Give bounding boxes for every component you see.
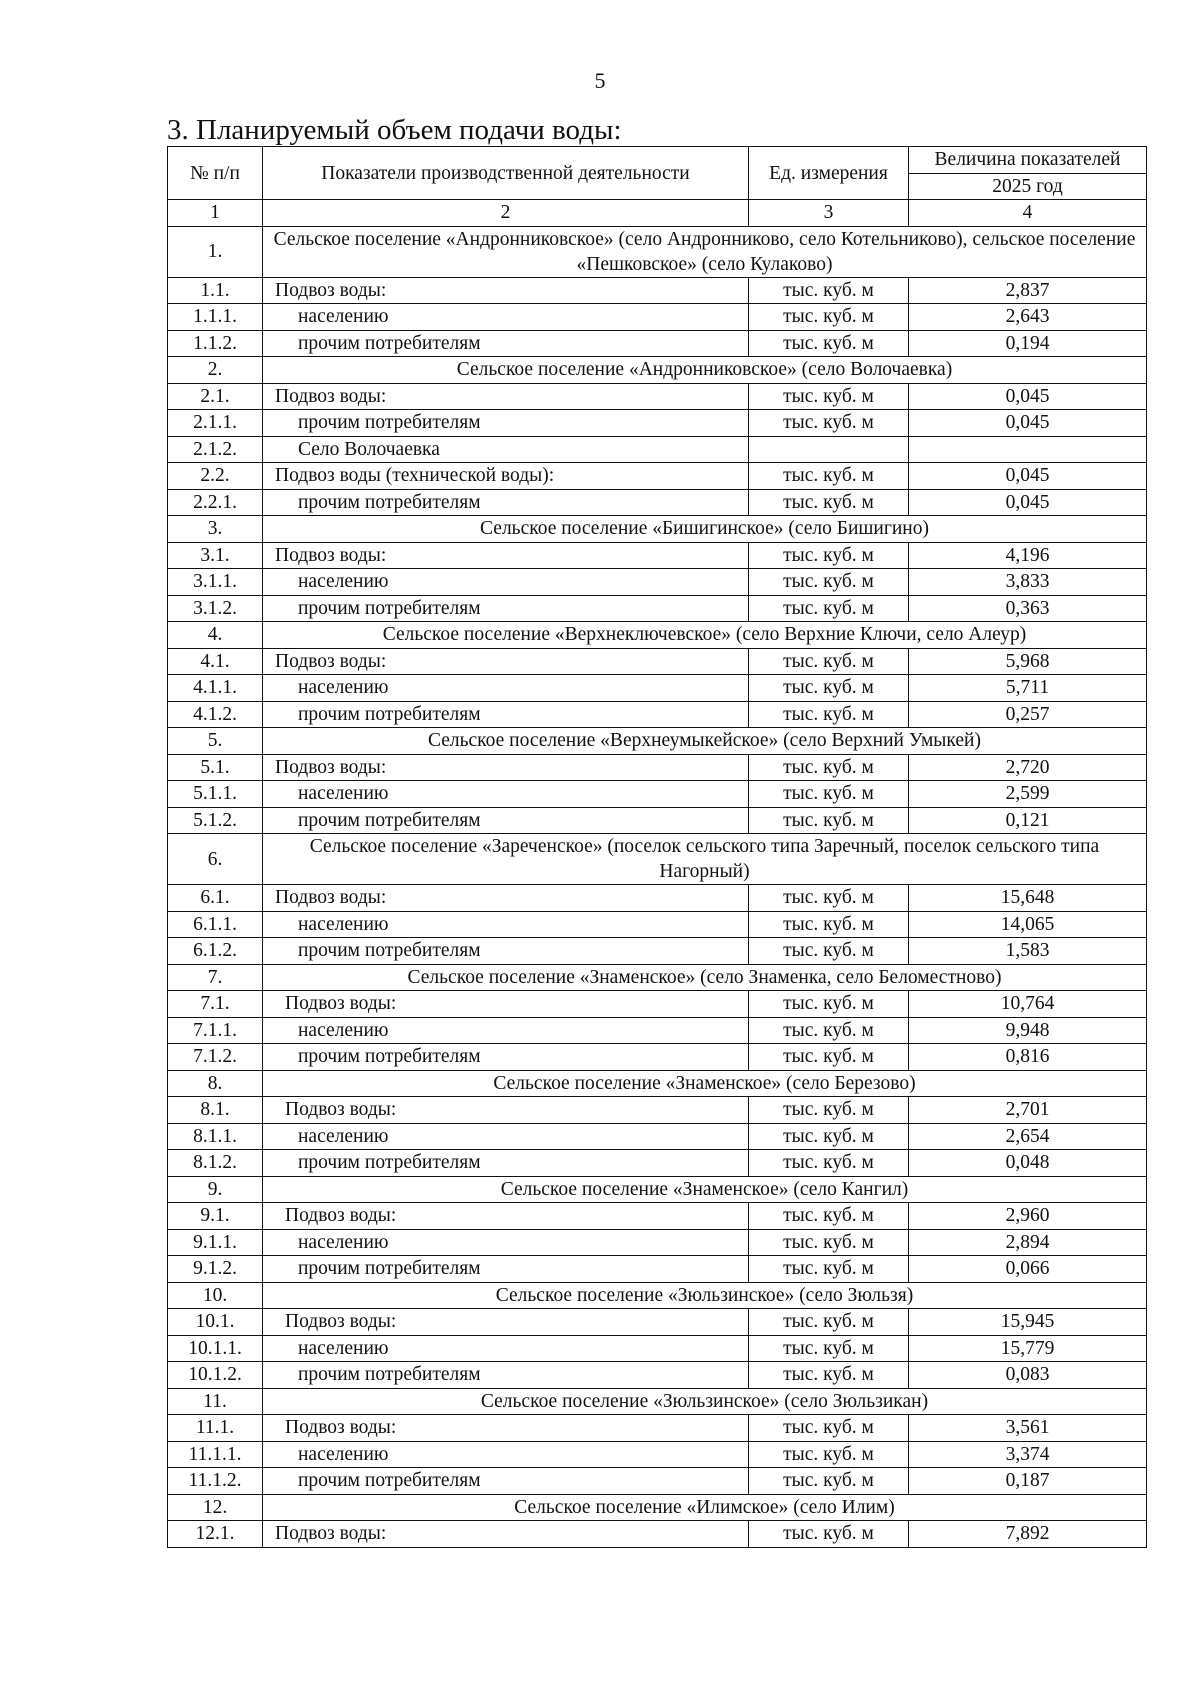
group-row (168, 226, 1147, 277)
settlement-name: Сельское поселение «Бишигинское» (село Бишигино) (263, 516, 1147, 543)
row-number: 8.1.1. (168, 1123, 263, 1150)
value-cell: 2,720 (909, 754, 1147, 781)
indicator-name: Подвоз воды: (263, 1415, 749, 1442)
table-row (168, 463, 1147, 490)
value-cell: 2,837 (909, 277, 1147, 304)
unit-cell: тыс. куб. м (749, 1468, 909, 1495)
column-number-row (168, 200, 1147, 227)
value-cell: 7,892 (909, 1521, 1147, 1548)
group-row (168, 1282, 1147, 1309)
unit-cell: тыс. куб. м (749, 410, 909, 437)
table-row (168, 436, 1147, 463)
value-cell: 0,083 (909, 1362, 1147, 1389)
row-number: 10.1.1. (168, 1335, 263, 1362)
indicator-name: прочим потребителям (263, 330, 749, 357)
unit-cell: тыс. куб. м (749, 595, 909, 622)
table-header-row (168, 147, 1147, 174)
row-number: 12. (168, 1494, 263, 1521)
table-row (168, 1521, 1147, 1548)
value-cell: 10,764 (909, 991, 1147, 1018)
indicator-name: прочим потребителям (263, 807, 749, 834)
row-number: 8. (168, 1070, 263, 1097)
table-row (168, 277, 1147, 304)
settlement-name: Сельское поселение «Илимское» (село Илим) (263, 1494, 1147, 1521)
table-row (168, 489, 1147, 516)
value-cell: 14,065 (909, 911, 1147, 938)
value-cell: 4,196 (909, 542, 1147, 569)
header-value-group: Величина показателей (909, 147, 1147, 174)
unit-cell: тыс. куб. м (749, 1150, 909, 1177)
row-number: 11.1. (168, 1415, 263, 1442)
row-number: 4.1. (168, 648, 263, 675)
section-title: 3. Планируемый объем подачи воды: (167, 114, 622, 146)
group-row (168, 1494, 1147, 1521)
unit-cell: тыс. куб. м (749, 781, 909, 808)
unit-cell: тыс. куб. м (749, 569, 909, 596)
table-row (168, 410, 1147, 437)
row-number: 5. (168, 728, 263, 755)
indicator-name: Подвоз воды (технической воды): (263, 463, 749, 490)
table-row (168, 911, 1147, 938)
unit-cell: тыс. куб. м (749, 1044, 909, 1071)
value-cell: 9,948 (909, 1017, 1147, 1044)
row-number: 7.1. (168, 991, 263, 1018)
row-number: 3. (168, 516, 263, 543)
row-number: 11.1.2. (168, 1468, 263, 1495)
indicator-name: прочим потребителям (263, 701, 749, 728)
indicator-name: населению (263, 1229, 749, 1256)
table-row (168, 885, 1147, 912)
indicator-name: Подвоз воды: (263, 1097, 749, 1124)
row-number: 2.1.1. (168, 410, 263, 437)
value-cell: 15,648 (909, 885, 1147, 912)
indicator-name: Подвоз воды: (263, 648, 749, 675)
value-cell: 2,960 (909, 1203, 1147, 1230)
row-number: 10.1. (168, 1309, 263, 1336)
value-cell: 0,194 (909, 330, 1147, 357)
row-number: 8.1. (168, 1097, 263, 1124)
table-row (168, 648, 1147, 675)
group-row (168, 1388, 1147, 1415)
column-number-4: 4 (909, 200, 1147, 227)
unit-cell: тыс. куб. м (749, 1521, 909, 1548)
unit-cell: тыс. куб. м (749, 1335, 909, 1362)
row-number: 5.1.1. (168, 781, 263, 808)
header-unit: Ед. измерения (749, 147, 909, 200)
table-row (168, 1097, 1147, 1124)
unit-cell: тыс. куб. м (749, 701, 909, 728)
row-number: 11. (168, 1388, 263, 1415)
row-number: 10. (168, 1282, 263, 1309)
indicator-name: прочим потребителям (263, 1256, 749, 1283)
value-cell: 0,816 (909, 1044, 1147, 1071)
table-row (168, 383, 1147, 410)
indicator-name: населению (263, 675, 749, 702)
unit-cell: тыс. куб. м (749, 911, 909, 938)
unit-cell: тыс. куб. м (749, 938, 909, 965)
unit-cell: тыс. куб. м (749, 1415, 909, 1442)
row-number: 6.1.1. (168, 911, 263, 938)
table-row (168, 938, 1147, 965)
value-cell: 0,045 (909, 410, 1147, 437)
row-number: 7. (168, 964, 263, 991)
unit-cell: тыс. куб. м (749, 1203, 909, 1230)
value-cell: 2,643 (909, 304, 1147, 331)
row-number: 8.1.2. (168, 1150, 263, 1177)
value-cell: 2,894 (909, 1229, 1147, 1256)
unit-cell: тыс. куб. м (749, 1362, 909, 1389)
table-row (168, 1468, 1147, 1495)
unit-cell: тыс. куб. м (749, 807, 909, 834)
column-number-2: 2 (263, 200, 749, 227)
row-number: 9.1.2. (168, 1256, 263, 1283)
value-cell: 0,363 (909, 595, 1147, 622)
settlement-name: Сельское поселение «Зареченское» (поселок сельского типа Заречный, поселок сельского типа Нагорный) (263, 834, 1147, 885)
group-row (168, 357, 1147, 384)
unit-cell: тыс. куб. м (749, 1123, 909, 1150)
header-indicator: Показатели производственной деятельности (263, 147, 749, 200)
indicator-name: прочим потребителям (263, 1044, 749, 1071)
unit-cell: тыс. куб. м (749, 991, 909, 1018)
row-number: 12.1. (168, 1521, 263, 1548)
group-row (168, 834, 1147, 885)
group-row (168, 1176, 1147, 1203)
unit-cell: тыс. куб. м (749, 330, 909, 357)
indicator-name: населению (263, 569, 749, 596)
unit-cell: тыс. куб. м (749, 383, 909, 410)
table-body (168, 226, 1147, 1547)
unit-cell: тыс. куб. м (749, 1441, 909, 1468)
indicator-name: Подвоз воды: (263, 1521, 749, 1548)
row-number: 4. (168, 622, 263, 649)
value-cell: 0,045 (909, 383, 1147, 410)
page-number: 5 (594, 68, 606, 93)
value-cell: 0,048 (909, 1150, 1147, 1177)
row-number: 4.1.1. (168, 675, 263, 702)
row-number: 3.1.2. (168, 595, 263, 622)
indicator-name: Село Волочаевка (263, 436, 749, 463)
row-number: 7.1.1. (168, 1017, 263, 1044)
value-cell (909, 436, 1147, 463)
unit-cell: тыс. куб. м (749, 1229, 909, 1256)
unit-cell: тыс. куб. м (749, 463, 909, 490)
settlement-name: Сельское поселение «Верхнеумыкейское» (село Верхний Умыкей) (263, 728, 1147, 755)
unit-cell: тыс. куб. м (749, 675, 909, 702)
value-cell: 1,583 (909, 938, 1147, 965)
row-number: 10.1.2. (168, 1362, 263, 1389)
row-number: 1.1.2. (168, 330, 263, 357)
value-cell: 2,599 (909, 781, 1147, 808)
row-number: 2. (168, 357, 263, 384)
table-row (168, 569, 1147, 596)
settlement-name: Сельское поселение «Знаменское» (село Кангил) (263, 1176, 1147, 1203)
row-number: 7.1.2. (168, 1044, 263, 1071)
value-cell: 15,779 (909, 1335, 1147, 1362)
unit-cell: тыс. куб. м (749, 648, 909, 675)
table-row (168, 1256, 1147, 1283)
row-number: 3.1.1. (168, 569, 263, 596)
row-number: 1. (168, 226, 263, 277)
value-cell: 0,045 (909, 489, 1147, 516)
table-row (168, 991, 1147, 1018)
value-cell: 0,187 (909, 1468, 1147, 1495)
table-row (168, 1229, 1147, 1256)
value-cell: 0,257 (909, 701, 1147, 728)
column-number-3: 3 (749, 200, 909, 227)
table-row (168, 1123, 1147, 1150)
indicator-name: населению (263, 1441, 749, 1468)
table-row (168, 1362, 1147, 1389)
value-cell: 5,711 (909, 675, 1147, 702)
row-number: 2.1. (168, 383, 263, 410)
value-cell: 0,045 (909, 463, 1147, 490)
row-number: 4.1.2. (168, 701, 263, 728)
indicator-name: населению (263, 304, 749, 331)
value-cell: 5,968 (909, 648, 1147, 675)
indicator-name: Подвоз воды: (263, 1203, 749, 1230)
settlement-name: Сельское поселение «Зюльзинское» (село Зюльзя) (263, 1282, 1147, 1309)
value-cell: 0,066 (909, 1256, 1147, 1283)
unit-cell: тыс. куб. м (749, 1097, 909, 1124)
indicator-name: Подвоз воды: (263, 754, 749, 781)
table-row (168, 1017, 1147, 1044)
unit-cell (749, 436, 909, 463)
row-number: 6. (168, 834, 263, 885)
indicator-name: Подвоз воды: (263, 383, 749, 410)
table-row (168, 781, 1147, 808)
row-number: 2.2. (168, 463, 263, 490)
table-row (168, 675, 1147, 702)
indicator-name: населению (263, 781, 749, 808)
value-cell: 3,561 (909, 1415, 1147, 1442)
table-row (168, 807, 1147, 834)
table-row (168, 595, 1147, 622)
settlement-name: Сельское поселение «Верхнеключевское» (село Верхние Ключи, село Алеур) (263, 622, 1147, 649)
indicator-name: населению (263, 1123, 749, 1150)
table-row (168, 1441, 1147, 1468)
unit-cell: тыс. куб. м (749, 1256, 909, 1283)
group-row (168, 728, 1147, 755)
row-number: 1.1. (168, 277, 263, 304)
row-number: 2.2.1. (168, 489, 263, 516)
row-number: 9. (168, 1176, 263, 1203)
unit-cell: тыс. куб. м (749, 1309, 909, 1336)
settlement-name: Сельское поселение «Андронниковское» (село Волочаевка) (263, 357, 1147, 384)
row-number: 6.1. (168, 885, 263, 912)
indicator-name: прочим потребителям (263, 1150, 749, 1177)
row-number: 9.1. (168, 1203, 263, 1230)
indicator-name: Подвоз воды: (263, 885, 749, 912)
water-supply-table (167, 146, 1147, 1548)
indicator-name: прочим потребителям (263, 410, 749, 437)
table-row (168, 1150, 1147, 1177)
value-cell: 3,374 (909, 1441, 1147, 1468)
settlement-name: Сельское поселение «Знаменское» (село Знаменка, село Беломестново) (263, 964, 1147, 991)
table-row (168, 542, 1147, 569)
settlement-name: Сельское поселение «Зюльзинское» (село Зюльзикан) (263, 1388, 1147, 1415)
indicator-name: прочим потребителям (263, 938, 749, 965)
value-cell: 2,654 (909, 1123, 1147, 1150)
unit-cell: тыс. куб. м (749, 542, 909, 569)
value-cell: 0,121 (909, 807, 1147, 834)
indicator-name: населению (263, 1017, 749, 1044)
group-row (168, 622, 1147, 649)
value-cell: 15,945 (909, 1309, 1147, 1336)
unit-cell: тыс. куб. м (749, 885, 909, 912)
table-row (168, 304, 1147, 331)
indicator-name: прочим потребителям (263, 1362, 749, 1389)
unit-cell: тыс. куб. м (749, 277, 909, 304)
table-row (168, 1044, 1147, 1071)
value-cell: 3,833 (909, 569, 1147, 596)
row-number: 6.1.2. (168, 938, 263, 965)
table-row (168, 1203, 1147, 1230)
group-row (168, 964, 1147, 991)
row-number: 5.1.2. (168, 807, 263, 834)
column-number-1: 1 (168, 200, 263, 227)
indicator-name: прочим потребителям (263, 1468, 749, 1495)
row-number: 2.1.2. (168, 436, 263, 463)
table-row (168, 1335, 1147, 1362)
table-row (168, 330, 1147, 357)
table-row (168, 701, 1147, 728)
header-num: № п/п (168, 147, 263, 200)
settlement-name: Сельское поселение «Знаменское» (село Березово) (263, 1070, 1147, 1097)
table-row (168, 1415, 1147, 1442)
value-cell: 2,701 (909, 1097, 1147, 1124)
row-number: 5.1. (168, 754, 263, 781)
unit-cell: тыс. куб. м (749, 489, 909, 516)
row-number: 9.1.1. (168, 1229, 263, 1256)
row-number: 11.1.1. (168, 1441, 263, 1468)
group-row (168, 1070, 1147, 1097)
indicator-name: прочим потребителям (263, 489, 749, 516)
row-number: 1.1.1. (168, 304, 263, 331)
unit-cell: тыс. куб. м (749, 1017, 909, 1044)
indicator-name: населению (263, 1335, 749, 1362)
group-row (168, 516, 1147, 543)
indicator-name: прочим потребителям (263, 595, 749, 622)
table-row (168, 754, 1147, 781)
indicator-name: Подвоз воды: (263, 1309, 749, 1336)
indicator-name: населению (263, 911, 749, 938)
table-row (168, 1309, 1147, 1336)
indicator-name: Подвоз воды: (263, 542, 749, 569)
settlement-name: Сельское поселение «Андронниковское» (село Андронниково, село Котельниково), сельское поселение «Пешковское» (село Кулаково) (263, 226, 1147, 277)
row-number: 3.1. (168, 542, 263, 569)
unit-cell: тыс. куб. м (749, 754, 909, 781)
indicator-name: Подвоз воды: (263, 277, 749, 304)
unit-cell: тыс. куб. м (749, 304, 909, 331)
header-year: 2025 год (909, 173, 1147, 200)
indicator-name: Подвоз воды: (263, 991, 749, 1018)
